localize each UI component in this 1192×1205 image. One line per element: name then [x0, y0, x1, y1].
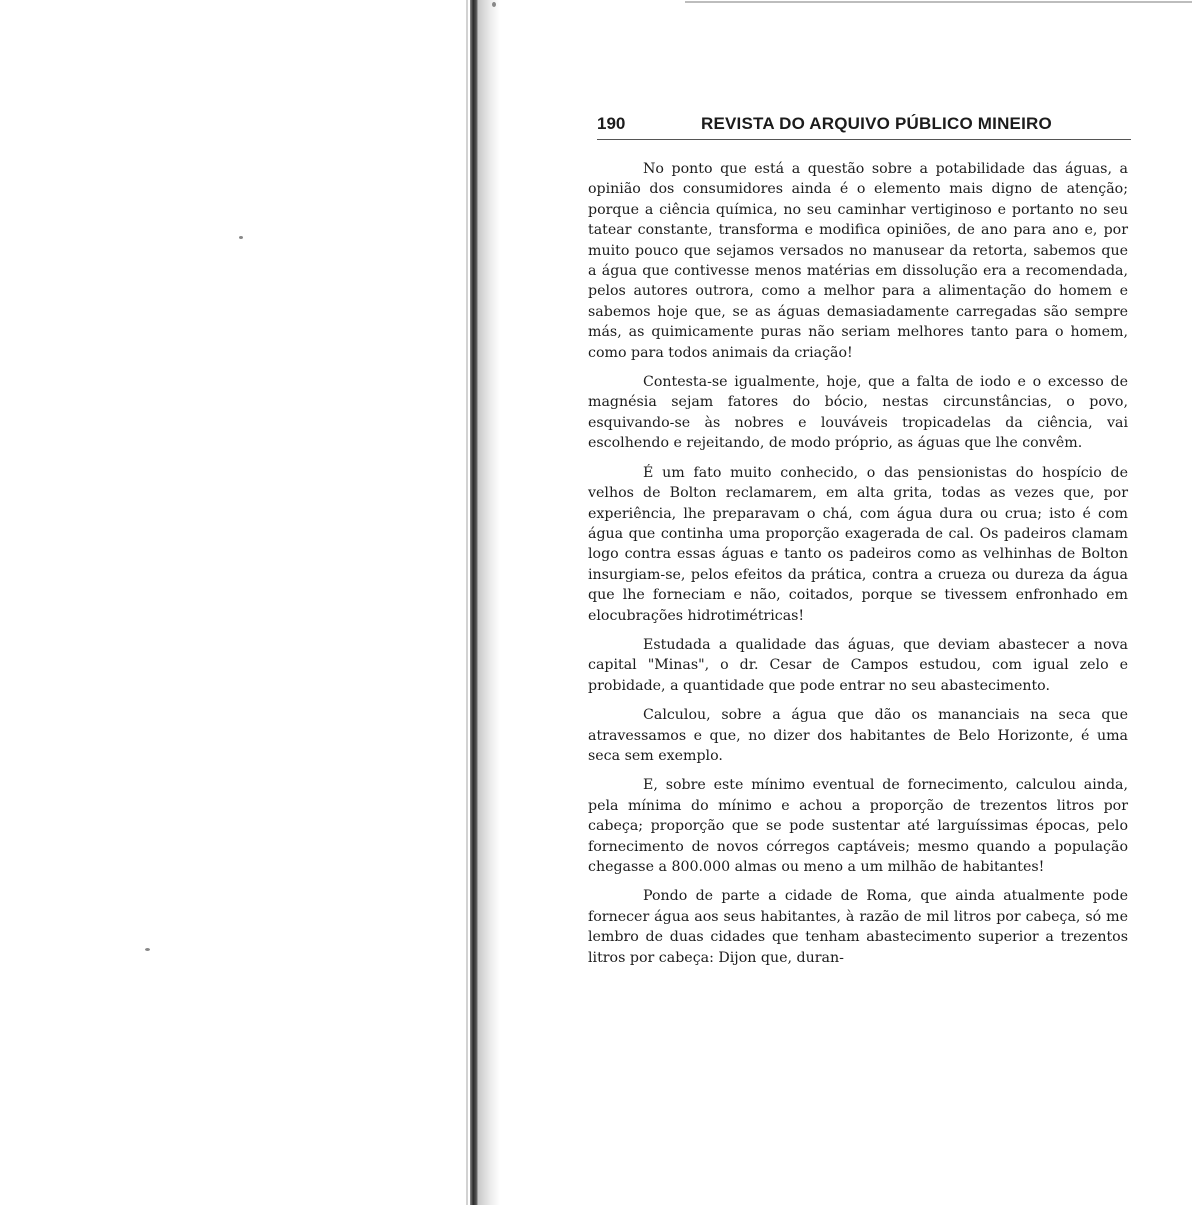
paragraph: Pondo de parte a cidade de Roma, que ainda atualmente pode fornecer água aos seus habitantes, à razão de mil litros por cabeça, só me lembro de duas cidades que tenham abastecimento superior a trezentos litros por cabeça: Dijon que, duran- — [588, 888, 1128, 966]
paragraph: É um fato muito conhecido, o das pensionistas do hospício de velhos de Bolton reclamarem, em alta grita, todas as vezes que, por experiência, lhe preparavam o chá, com água dura ou crua; isto é com água que continha uma proporção exagerada de cal. Os padeiros clamam logo contra essas águas e tanto os padeiros como as velhinhas de Bolton insurgiam-se, pelos efeitos da prática, contra a crueza ou dureza da água que lhe forneciam e não, coitados, porque se tivessem enfronhado em elocubrações hidrotimétricas! — [588, 464, 1128, 624]
paragraph: No ponto que está a questão sobre a potabilidade das águas, a opinião dos consumidores ainda é o elemento mais digno de atenção; porque a ciência química, no seu caminhar vertiginoso e portanto no seu tatear constante, transforma e modifica opiniões, de ano para ano e, por muito pouco que sejamos versados no manusear da retorta, sabemos que a água que contivesse menos matérias em dissolução era a recomendada, pelos autores outrora, como a melhor para a alimentação do homem e sabemos hoje que, se as águas demasiadamente carregadas são sempre más, as quimicamente puras não seriam melhores tanto para o homem, como para todos animais da criação! — [588, 161, 1128, 361]
header-rule — [597, 139, 1131, 140]
page-number: 190 — [597, 114, 626, 133]
paragraph: Contesta-se igualmente, hoje, que a falta de iodo e o excesso de magnésia sejam fatores do bócio, nestas circunstâncias, o povo, esquivando-se às nobres e louváveis tropicadelas da ciência, vai escolhendo e rejeitando, de modo próprio, as águas que lhe convêm. — [588, 374, 1128, 452]
paragraph: E, sobre este mínimo eventual de fornecimento, calculou ainda, pela mínima do mínimo e achou a proporção de trezentos litros por cabeça; proporção que se pode sustentar até larguíssimas épocas, pelo fornecimento de novos córregos captáveis; mesmo quando a população chegasse a 800.000 almas ou meno a um milhão de habitantes! — [588, 777, 1128, 875]
page-curl-shadow — [478, 0, 500, 1205]
article-body — [588, 159, 1128, 977]
journal-title: REVISTA DO ARQUIVO PÚBLICO MINEIRO — [701, 114, 1052, 133]
scan-speck — [239, 236, 243, 239]
page-header — [597, 114, 1131, 138]
scan-top-edge — [685, 1, 1192, 3]
paragraph: Calculou, sobre a água que dão os mananciais na seca que atravessamos e que, no dizer dos habitantes de Belo Horizonte, é uma seca sem exemplo. — [588, 707, 1128, 764]
scan-speck — [492, 2, 496, 7]
book-gutter-line — [466, 0, 468, 1205]
paragraph: Estudada a qualidade das águas, que deviam abastecer a nova capital "Minas", o dr. Cesar de Campos estudou, com igual zelo e probidade, a quantidade que pode entrar no seu abastecimento. — [588, 636, 1128, 694]
scan-speck — [145, 948, 150, 951]
book-spine-shadow — [470, 0, 478, 1205]
